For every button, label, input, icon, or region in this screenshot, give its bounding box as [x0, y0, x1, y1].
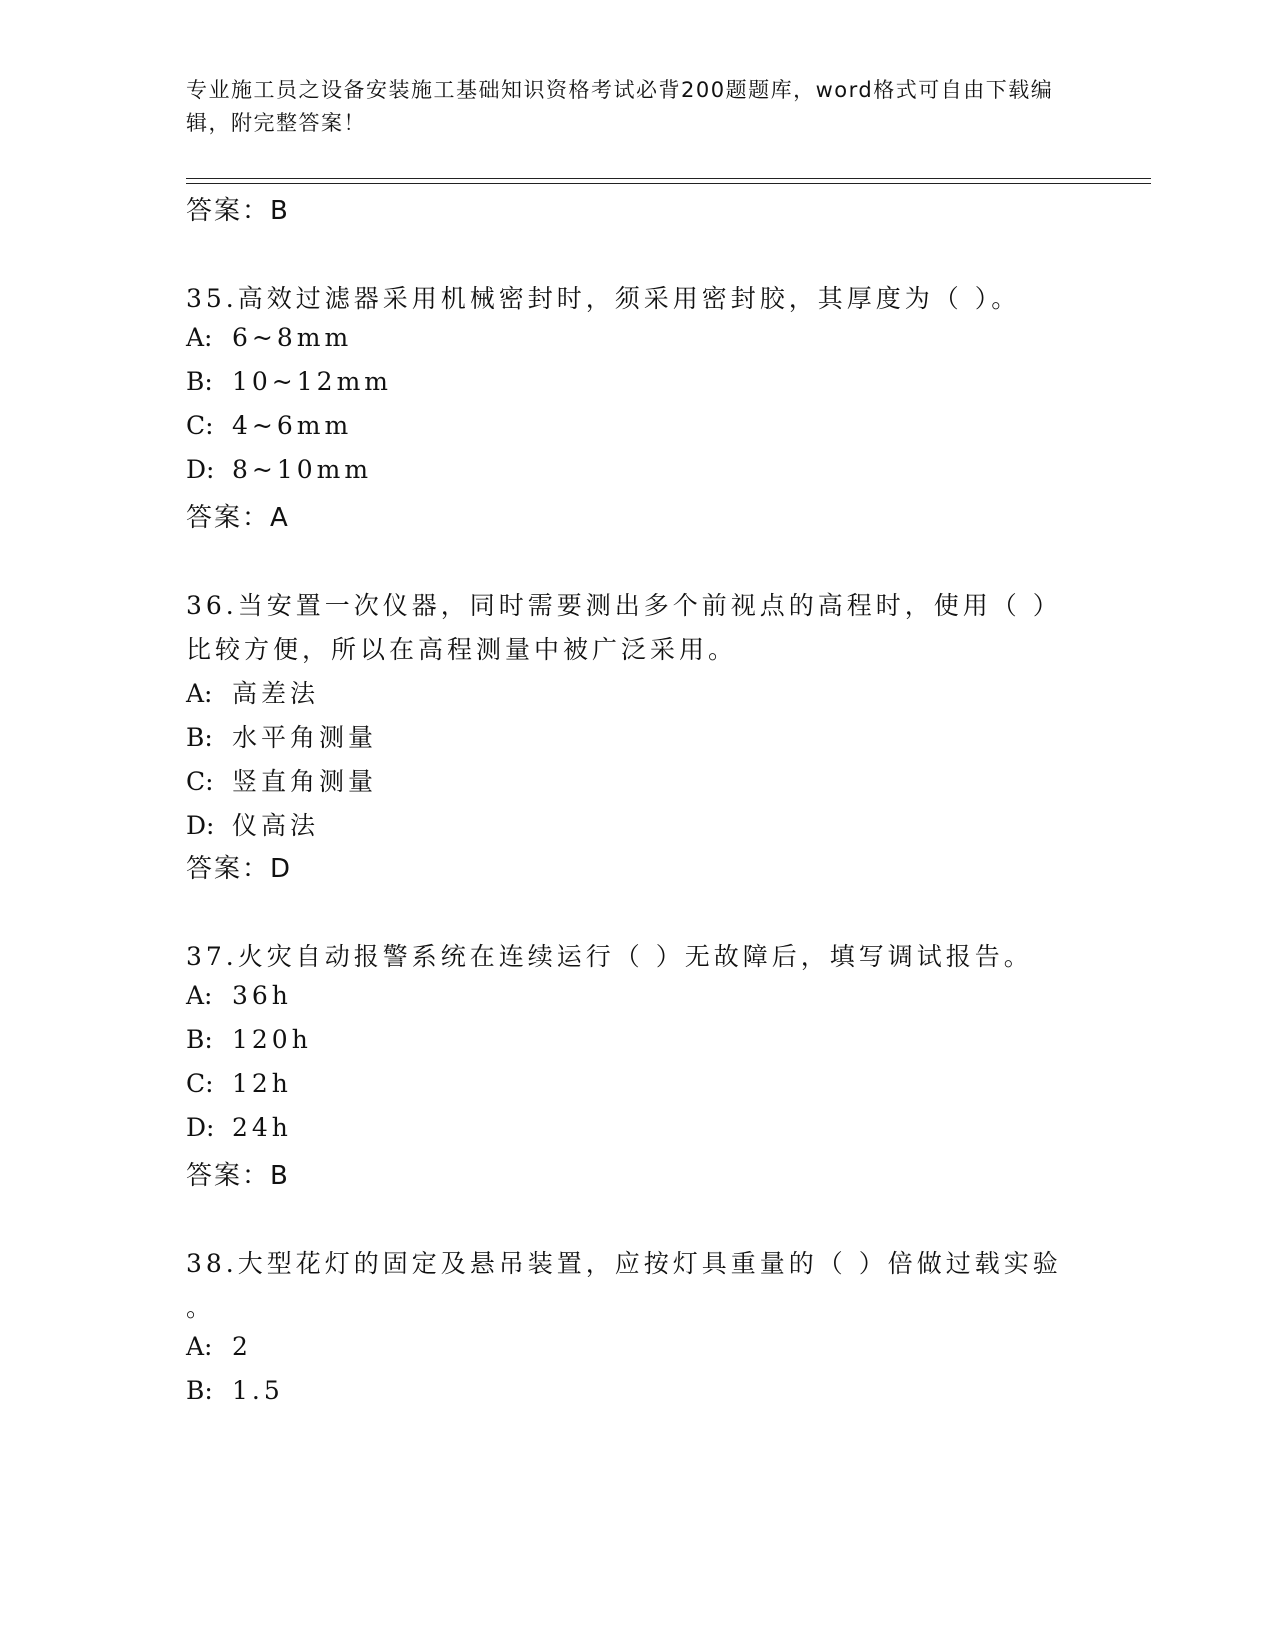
option-d	[186, 1113, 292, 1142]
option-label: B:	[186, 723, 213, 752]
option-b	[186, 367, 392, 396]
question-stem: 35.高效过滤器采用机械密封时，须采用密封胶，其厚度为（ ）。	[186, 284, 1021, 313]
document-header: 专业施工员之设备安装施工基础知识资格考试必背200题题库，word格式可自由下载编辑，附完整答案！	[186, 78, 1054, 135]
option-b	[186, 1025, 312, 1054]
option-a	[186, 981, 292, 1010]
option-label: B:	[186, 367, 213, 396]
option-text: 120h	[232, 1025, 312, 1054]
option-text: 高差法	[232, 679, 320, 708]
option-text: 竖直角测量	[232, 767, 378, 796]
answer-line: 答案：A	[186, 503, 290, 533]
option-text: 2	[232, 1332, 252, 1361]
option-label: D:	[186, 811, 215, 840]
option-text: 6~8mm	[232, 323, 353, 352]
option-a	[186, 323, 352, 352]
question-stem: 38.大型花灯的固定及悬吊装置，应按灯具重量的（ ）倍做过载实验	[186, 1249, 1062, 1278]
option-text: 36h	[232, 981, 292, 1010]
option-c	[186, 1069, 292, 1098]
question-stem-cont: 比较方便，所以在高程测量中被广泛采用。	[186, 635, 738, 664]
answer-line: 答案：B	[186, 196, 290, 226]
option-text: 24h	[232, 1113, 292, 1142]
option-text: 水平角测量	[232, 723, 378, 752]
option-label: D:	[186, 1113, 215, 1142]
option-text: 8~10mm	[232, 455, 373, 484]
option-b	[186, 1376, 284, 1405]
answer-line: 答案：D	[186, 854, 293, 884]
option-b	[186, 718, 377, 754]
option-label: A:	[186, 981, 213, 1010]
option-text: 10~12mm	[232, 367, 392, 396]
header-rule-top	[186, 178, 1151, 179]
option-label: A:	[186, 679, 213, 708]
question-stem-cont: 。	[186, 1293, 216, 1322]
option-label: A:	[186, 1332, 213, 1361]
question-stem: 36.当安置一次仪器，同时需要测出多个前视点的高程时，使用（ ）	[186, 591, 1062, 620]
header-rule-bottom	[186, 183, 1151, 184]
option-label: D:	[186, 455, 215, 484]
option-text: 12h	[232, 1069, 292, 1098]
option-a	[186, 1332, 252, 1361]
answer-line: 答案：B	[186, 1161, 290, 1191]
option-text: 4~6mm	[232, 411, 353, 440]
option-label: B:	[186, 1376, 213, 1405]
option-label: C:	[186, 411, 214, 440]
option-label: A:	[186, 323, 213, 352]
option-text: 仪高法	[232, 811, 320, 840]
option-label: B:	[186, 1025, 213, 1054]
option-d	[186, 455, 372, 484]
option-label: C:	[186, 767, 214, 796]
option-text: 1.5	[232, 1376, 284, 1405]
option-label: C:	[186, 1069, 214, 1098]
option-a	[186, 674, 319, 710]
option-c	[186, 411, 352, 440]
question-stem: 37.火灾自动报警系统在连续运行（ ）无故障后，填写调试报告。	[186, 942, 1033, 971]
option-c	[186, 762, 377, 798]
option-d	[186, 806, 319, 842]
